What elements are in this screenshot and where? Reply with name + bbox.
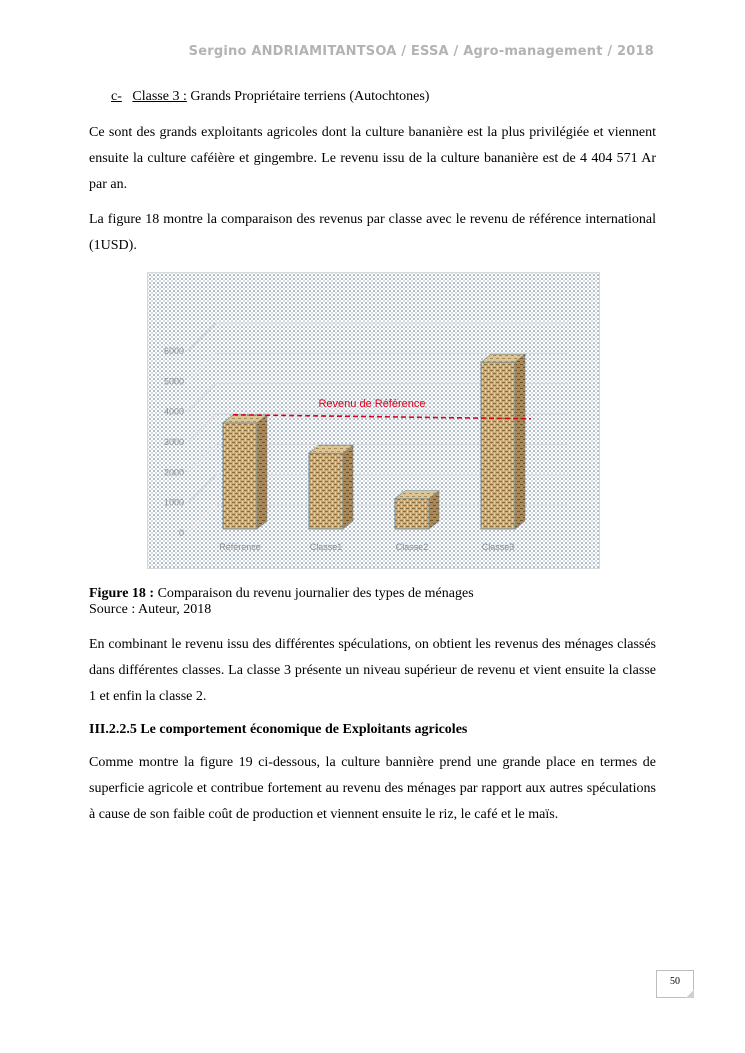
bar-classe2 [395,491,439,529]
x-tick-label: Classe2 [395,542,429,552]
bar-front [223,423,257,529]
figure-18-chart [147,272,600,569]
y-tick-label: 6000 [163,346,184,356]
bar-classe1 [309,445,353,529]
x-tick-label: Classe1 [309,542,343,552]
x-tick-label: Classe3 [481,542,515,552]
paragraph-combination: En combinant le revenu issu des différentes spéculations, on obtient les revenus des ménages classés dans différentes classes. La classe 3 présente un niveau supérieur de revenu et vient ensuite la classe 1 et enfin la classe 2. [89,637,656,704]
gridline-diagonal [188,353,216,381]
y-tick-label: 0 [178,528,184,538]
y-tick-label: 2000 [163,467,184,478]
y-tick-label: 5000 [163,376,184,387]
section-heading: III.2.2.5 Le comportement économique de Exploitants agricoles [89,722,468,737]
bar-side [343,445,353,529]
y-axis-ticks [164,346,184,538]
subsection-c [111,86,429,108]
bar-chart-svg [148,273,599,568]
figure-label: Figure 18 : [89,586,155,601]
running-header: Sergino ANDRIAMITANTSOA / ESSA / Agro-management / 2018 [188,44,654,59]
paragraph-class3: Ce sont des grands exploitants agricoles dont la culture bananière est la plus privilégiée et viennent ensuite la culture caféière et gingembre. Le revenu issu de la culture bananière est de 4 404 571 Ar par an. [89,125,656,192]
x-tick-label: Référence [219,542,261,552]
bar-front [309,453,343,529]
bar-classe3 [481,354,525,529]
page-number: 50 [656,970,694,998]
gridline-diagonal [188,444,216,472]
x-axis-ticks [219,542,514,552]
subsection-label: Classe 3 : [132,89,187,104]
y-tick-label: 1000 [163,497,184,508]
figure-caption-text: Comparaison du revenu journalier des types de ménages [157,586,474,601]
subsection-marker: c- [111,89,122,104]
reference-line-label: Revenu de Référence [318,397,426,410]
chart-bars [223,354,525,529]
bar-side [257,415,267,529]
paragraph-figure-intro: La figure 18 montre la comparaison des revenus par classe avec le revenu de référence international (1USD). [89,212,656,253]
bar-side [515,354,525,529]
subsection-title: Grands Propriétaire terriens (Autochtones) [190,89,430,104]
floor-edge [188,505,216,533]
bar-front [481,362,515,529]
gridline-diagonal [188,384,216,412]
paragraph-behaviour: Comme montre la figure 19 ci-dessous, la culture bannière prend une grande place en termes de superficie agricole et contribue fortement au revenu des ménages par rapport aux autres spéculations à cause de son faible coût de production et viennent ensuite le riz, le café et le maïs. [89,755,656,822]
bar-référence [223,415,267,529]
gridline-diagonal [188,414,216,442]
gridline-diagonal [188,323,216,351]
figure-caption [89,586,474,618]
gridline-diagonal [188,475,216,503]
y-tick-label: 4000 [163,406,184,417]
y-tick-label: 3000 [163,437,184,447]
figure-source: Source : Auteur, 2018 [89,602,212,617]
bar-front [395,499,429,529]
